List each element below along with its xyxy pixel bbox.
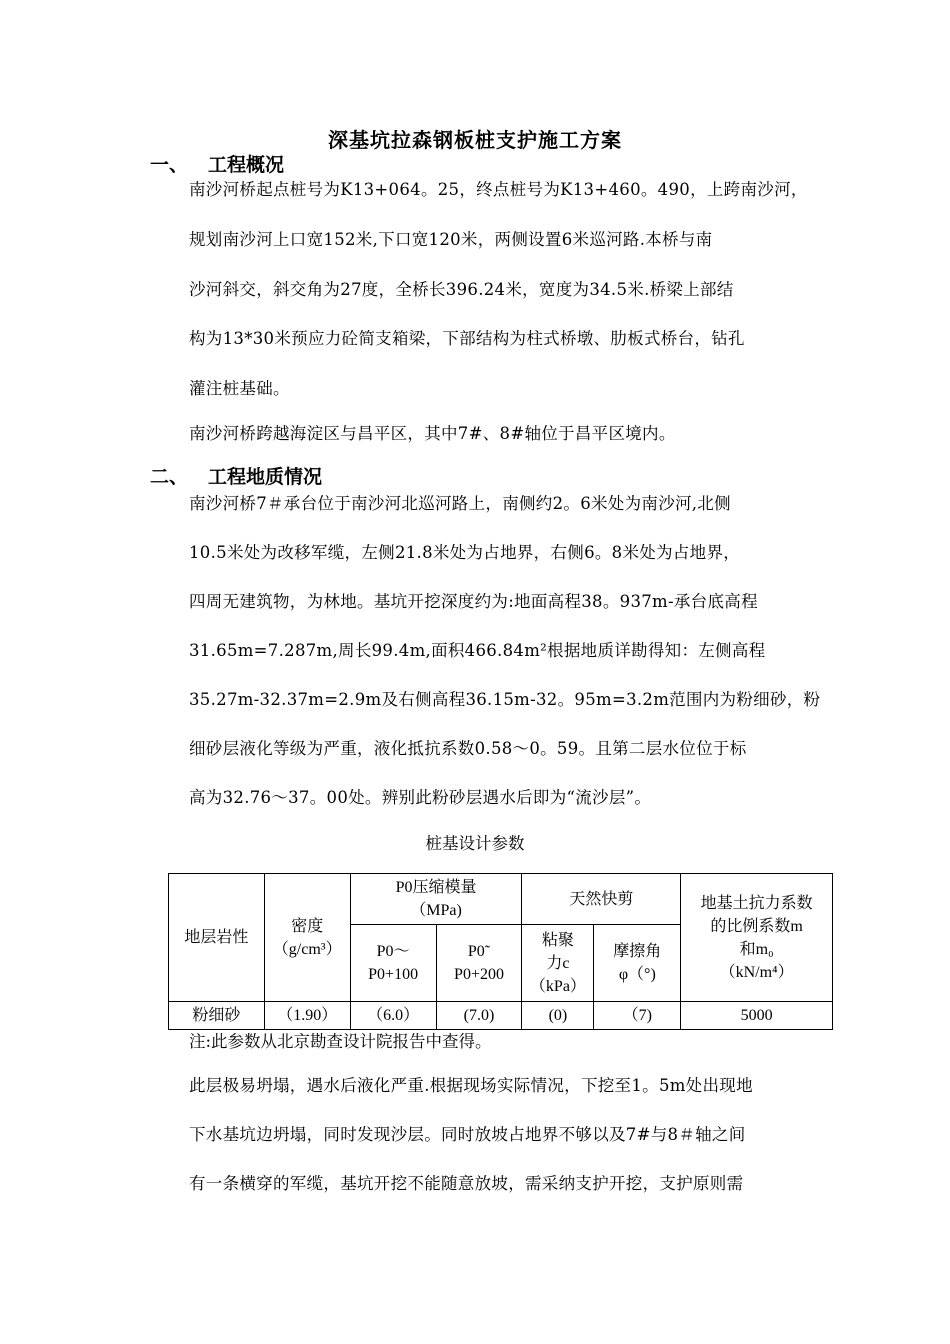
header-text: （kPa）: [529, 977, 586, 995]
header-text: P0+200: [454, 966, 504, 983]
header-compression-modulus: [350, 874, 522, 925]
header-text: 天然快剪: [569, 890, 634, 908]
header-text: （g/cm³）: [272, 940, 342, 958]
header-p0-100: [350, 925, 436, 1002]
section-heading-overview: [150, 150, 284, 177]
table-cell: 粉细砂: [169, 1002, 265, 1030]
header-text: 密度: [291, 917, 324, 935]
paragraph-line: 细砂层液化等级为严重，液化抵抗系数0.58～0。59。且第二层水位位于标: [189, 739, 747, 758]
section-title: 工程地质情况: [208, 466, 323, 488]
table-cell: （1.90）: [264, 1002, 350, 1030]
section-heading-geology: [150, 462, 322, 489]
paragraph-line: 南沙河桥起点桩号为K13+064。25，终点桩号为K13+460。490，上跨南沙河，: [189, 180, 808, 199]
header-p0-200: [436, 925, 522, 1002]
header-text: 粘聚: [541, 931, 574, 949]
paragraph-line: 规划南沙河上口宽152米,下口宽120米，两侧设置6米巡河路.本桥与南: [189, 230, 713, 249]
section-number: 一、: [150, 154, 189, 176]
header-density: [264, 874, 350, 1002]
paragraph-line: 南沙河桥7＃承台位于南沙河北巡河路上，南侧约2。6米处为南沙河,北侧: [189, 494, 731, 513]
header-soil: [169, 874, 265, 1002]
paragraph-line: 南沙河桥跨越海淀区与昌平区，其中7#、8#轴位于昌平区境内。: [189, 424, 676, 443]
header-resistance-coefficient: [681, 874, 833, 1002]
table-cell: 5000: [681, 1002, 833, 1030]
table-cell: (0): [522, 1002, 594, 1030]
section-number: 二、: [150, 466, 189, 488]
header-text: P0˜: [467, 943, 491, 960]
table-cell: (7.0): [436, 1002, 522, 1030]
header-text: φ（°): [618, 966, 656, 983]
header-text: 摩擦角: [613, 943, 662, 960]
paragraph-line: 此层极易坍塌，遇水后液化严重.根据现场实际情况，下挖至1。5m处出现地: [189, 1076, 753, 1095]
table-caption: 桩基设计参数: [425, 834, 525, 853]
header-text: 地层岩性: [184, 929, 249, 946]
header-text: 力c: [546, 954, 570, 972]
paragraph-line: 四周无建筑物，为林地。基坑开挖深度约为:地面高程38。937m-承台底高程: [189, 592, 758, 611]
table-cell: （7): [594, 1002, 681, 1030]
paragraph-line: 构为13*30米预应力砼简支箱梁，下部结构为柱式桥墩、肋板式桥台，钻孔: [189, 329, 745, 348]
header-text: 和m₀: [739, 940, 774, 958]
header-text: （kN/m⁴）: [719, 963, 794, 981]
header-text: （MPa): [410, 902, 462, 919]
paragraph-line: 高为32.76～37。00处。辨别此粉砂层遇水后即为“流沙层”。: [189, 788, 652, 807]
paragraph-line: 沙河斜交，斜交角为27度，全桥长396.24米，宽度为34.5米.桥梁上部结: [189, 280, 734, 299]
section-title: 工程概况: [208, 154, 285, 176]
header-text: P0+100: [368, 966, 419, 983]
paragraph-line: 10.5米处为改移军缆，左侧21.8米处为占地界，右侧6。8米处为占地界，: [189, 543, 741, 562]
pile-design-parameters-table: [168, 873, 833, 1030]
header-friction-angle: [594, 925, 681, 1002]
header-text: P0压缩模量: [395, 879, 477, 896]
header-cohesion: [522, 925, 594, 1002]
paragraph-line: 下水基坑边坍塌，同时发现沙层。同时放坡占地界不够以及7#与8＃轴之间: [189, 1125, 746, 1144]
paragraph-line: 灌注桩基础。: [189, 379, 290, 398]
header-text: 的比例系数m: [710, 917, 803, 935]
paragraph-line: 35.27m-32.37m=2.9m及右侧高程36.15m-32。95m=3.2m范围内为粉细砂，粉: [189, 690, 821, 709]
table-note: 注:此参数从北京勘查设计院报告中查得。: [189, 1032, 492, 1051]
paragraph-line: 31.65m=7.287m,周长99.4m,面积466.84m²根据地质详勘得知：左侧高程: [189, 641, 766, 660]
header-shear: [522, 874, 681, 925]
paragraph-line: 有一条横穿的军缆，基坑开挖不能随意放坡，需采纳支护开挖，支护原则需: [189, 1174, 744, 1193]
table-cell: （6.0）: [350, 1002, 436, 1030]
document-title: 深基坑拉森钢板桩支护施工方案: [328, 128, 622, 152]
header-text: P0～: [376, 943, 410, 960]
header-text: 地基土抗力系数: [700, 894, 813, 912]
table-row: [169, 1002, 833, 1030]
